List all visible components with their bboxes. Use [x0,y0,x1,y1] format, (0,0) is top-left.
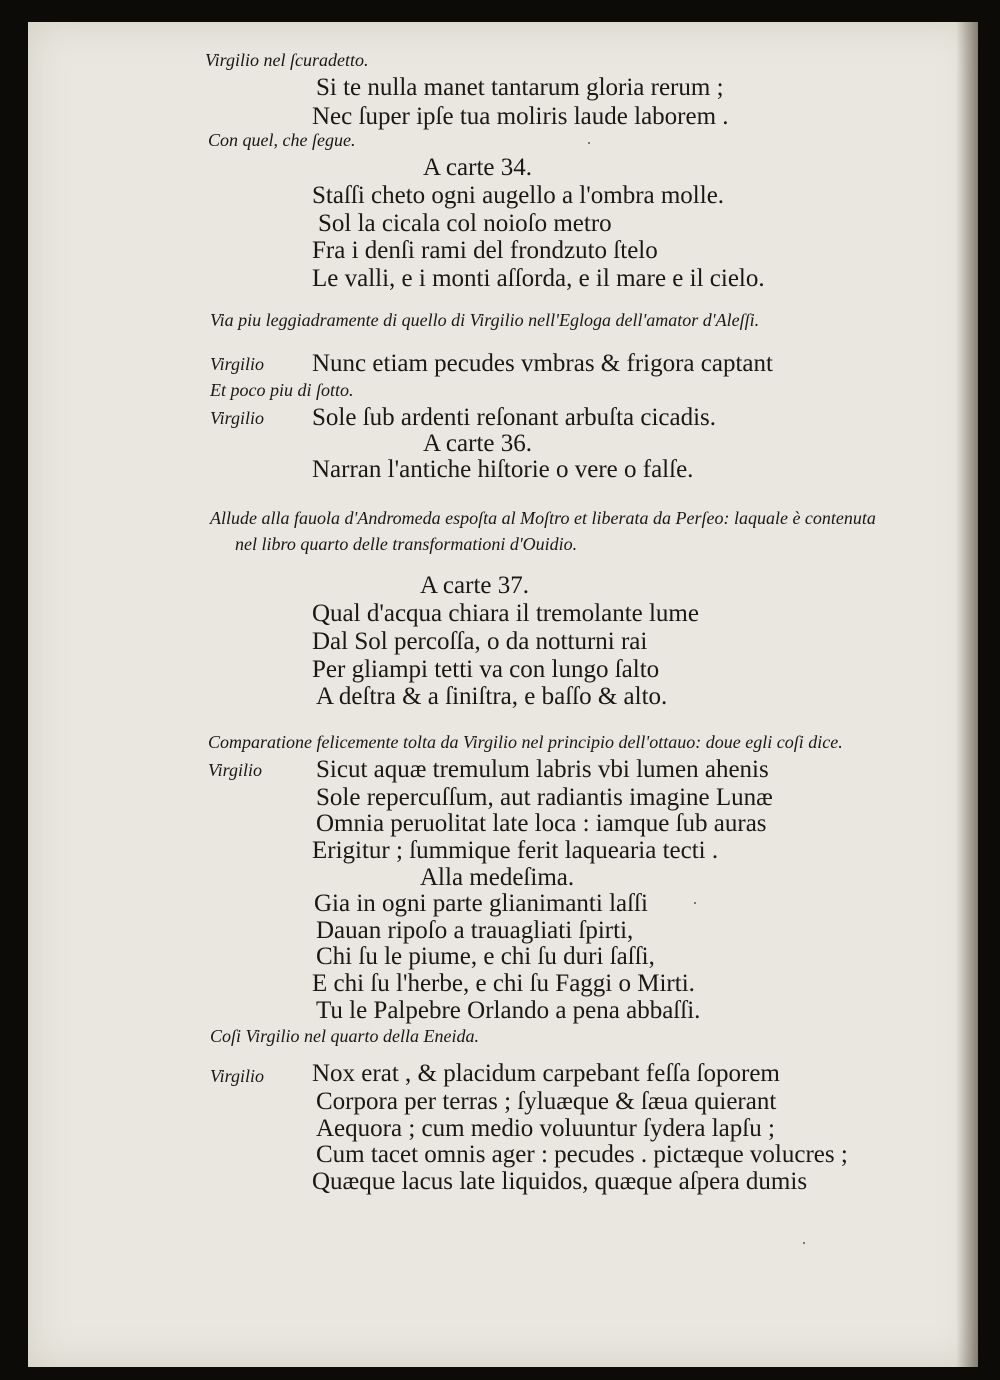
paper-speck [803,1242,805,1244]
verse-line: Omnia peruolitat late loca : iamque ſub auras [316,810,767,837]
verse-line: Dauan ripoſo a trauagliati ſpirti, [316,917,634,944]
verse-line: Gia in ogni parte glianimanti laſſi [314,890,648,917]
verse-line: Corpora per terras ; ſyluæque & ſæua quierant [316,1088,777,1115]
verse-line: Tu le Palpebre Orlando a pena abbaſſi. [316,997,701,1024]
verse-line: Sole ſub ardenti reſonant arbuſta cicadis. [312,404,717,431]
verse-line: E chi ſu l'herbe, e chi ſu Faggi o Mirti. [312,970,695,997]
verse-line: Per gliampi tetti va con lungo ſalto [312,656,660,683]
verse-line: Si te nulla manet tantarum gloria rerum ; [316,74,724,101]
note-con-quel-che-segue: Con quel, che ſegue. [208,130,356,150]
note-andromeda-line-2: nel libro quarto delle transformationi d'Ouidio. [235,534,578,554]
section-heading-carte-37: A carte 37. [420,572,529,599]
paper-speck [694,902,696,904]
verse-line: Sol la cicala col noioſo metro [318,210,612,237]
note-virgilio-scuradetto: Virgilio nel ſcuradetto. [205,50,369,70]
verse-line: Nunc etiam pecudes vmbras & frigora captant [312,350,773,377]
verse-line: Nec ſuper ipſe tua moliris laude laborem . [312,103,729,130]
note-eneida: Coſi Virgilio nel quarto della Eneida. [210,1026,479,1046]
section-heading-alla-medesima: Alla medeſima. [420,864,575,891]
note-andromeda-line-1: Allude alla fauola d'Andromeda espoſta al Moſtro et liberata da Perſeo: laquale è contenuta [210,508,876,528]
verse-line: Cum tacet omnis ager : pecudes . pictæque volucres ; [316,1141,848,1168]
verse-line: Sole repercuſſum, aut radiantis imagine Lunæ [316,784,773,811]
margin-label-virgilio: Virgilio [210,408,264,428]
verse-line: Chi ſu le piume, e chi ſu duri ſaſſi, [316,943,655,970]
verse-line: Staſſi cheto ogni augello a l'ombra molle. [312,182,725,209]
note-egloga-alessi: Via piu leggiadramente di quello di Virgilio nell'Egloga dell'amator d'Aleſſi. [210,310,760,330]
bleed-through-text [838,62,958,1062]
margin-label-virgilio: Virgilio [210,354,264,374]
paper-speck [588,142,590,144]
margin-label-virgilio: Virgilio [210,1066,264,1086]
section-heading-carte-34: A carte 34. [423,154,532,181]
verse-line: Quæque lacus late liquidos, quæque aſpera dumis [312,1168,808,1195]
margin-label-virgilio: Virgilio [208,760,262,780]
book-page [28,22,978,1367]
verse-line: Dal Sol percoſſa, o da notturni rai [312,628,648,655]
note-comparatione-ottauo: Comparatione felicemente tolta da Virgilio nel principio dell'ottauo: doue egli coſi dice. [208,732,843,752]
verse-line: Aequora ; cum medio voluuntur ſydera lapſu ; [316,1115,775,1142]
verse-line: Le valli, e i monti aſſorda, e il mare e il cielo. [312,265,765,292]
page-gutter-shadow [956,22,978,1367]
verse-line: Sicut aquæ tremulum labris vbi lumen ahenis [316,756,769,783]
note-poco-piu-di-sotto: Et poco piu di ſotto. [210,380,354,400]
verse-line: Narran l'antiche hiſtorie o vere o falſe. [312,456,694,483]
verse-line: A deſtra & a ſiniſtra, e baſſo & alto. [316,683,668,710]
verse-line: Qual d'acqua chiara il tremolante lume [312,600,699,627]
section-heading-carte-36: A carte 36. [423,430,532,457]
verse-line: Nox erat , & placidum carpebant feſſa ſoporem [312,1060,780,1087]
verse-line: Fra i denſi rami del frondzuto ſtelo [312,237,658,264]
verse-line: Erigitur ; ſummique ferit laquearia tecti . [312,837,719,864]
